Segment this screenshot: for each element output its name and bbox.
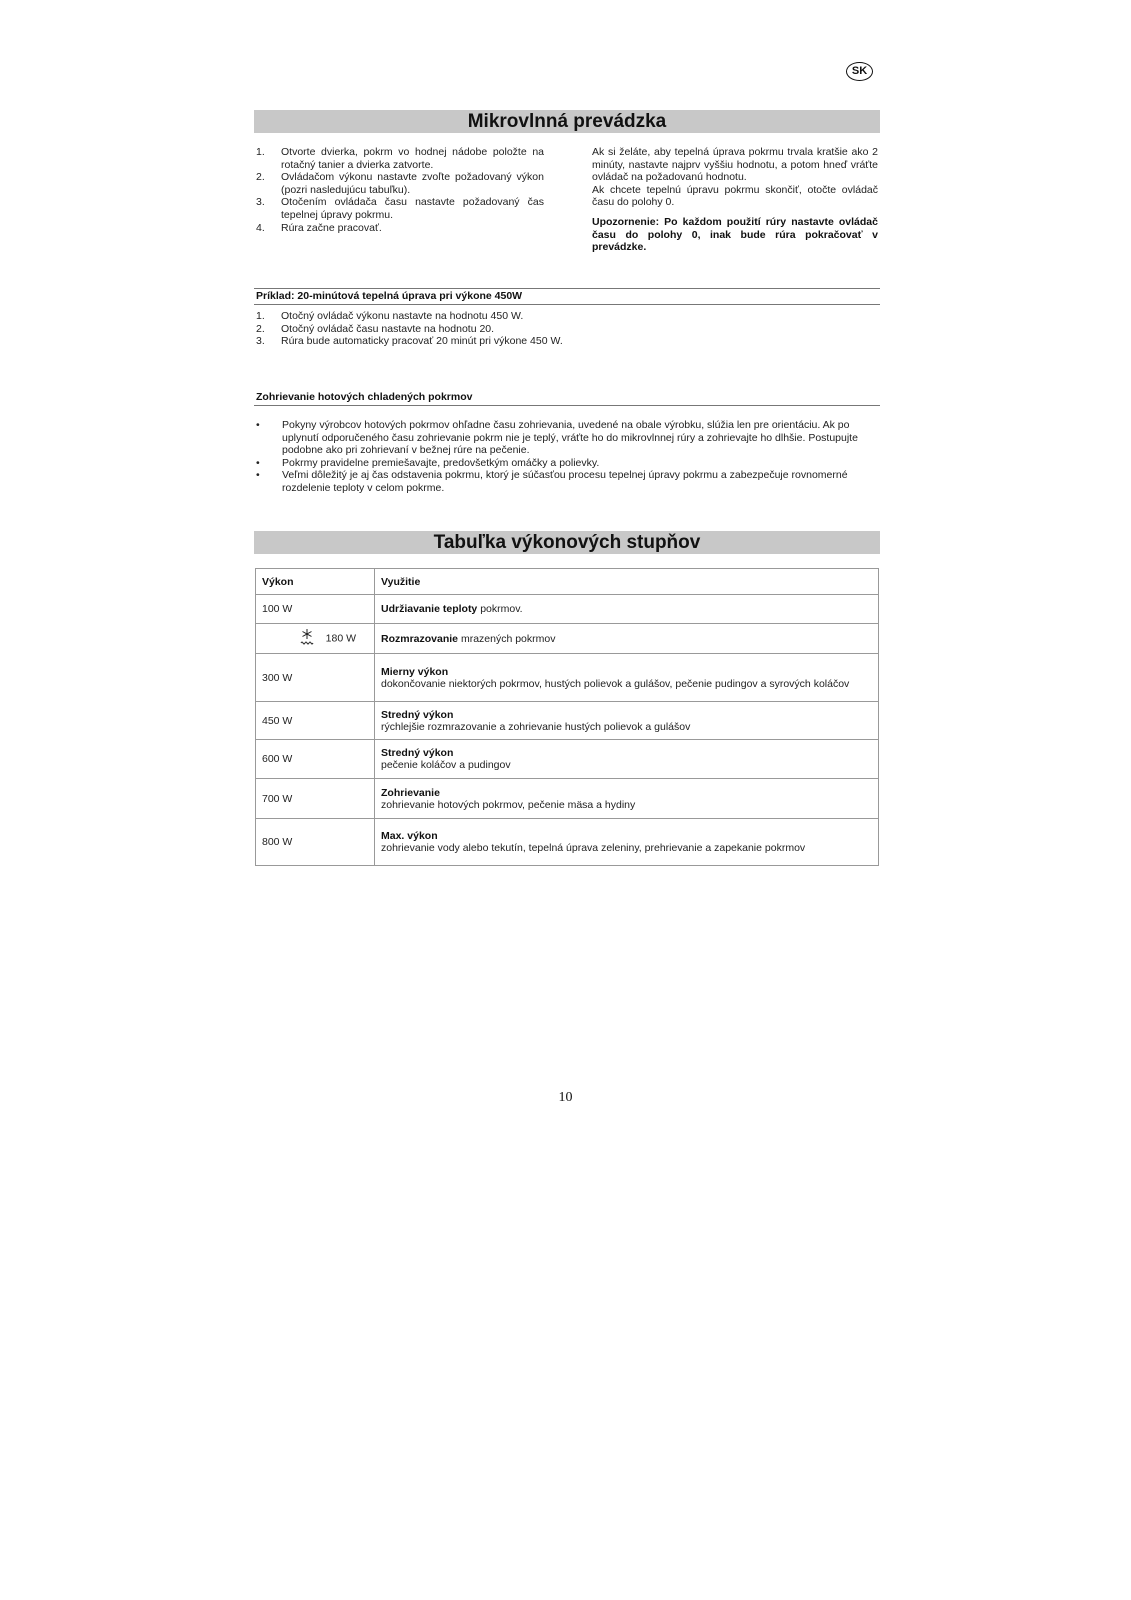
- example-heading: Príklad: 20-minútová tepelná úprava pri výkone 450W: [256, 290, 523, 302]
- table-row: [256, 624, 879, 654]
- use-cell: Stredný výkon pečenie koláčov a pudingov: [375, 740, 879, 779]
- table-row: [256, 740, 879, 779]
- operation-steps-list: [256, 146, 544, 234]
- column-header-power: Výkon: [256, 569, 375, 595]
- list-item: • Pokyny výrobcov hotových pokrmov ohľadne času zohrievania, uvedené na obale výrobku, slúžia len pre orientáciu. Ak po uplynutí odporučeného času zohrievanie pokrm nie je teplý, vráťte ho do mikrovlnnej rúry a zohrievajte ho dlhšie. Postupujte podobne ako pri zohrievaní v bežnej rúre na pečenie.: [256, 419, 858, 457]
- list-item: 3. Rúra bude automaticky pracovať 20 minút pri výkone 450 W.: [256, 335, 563, 348]
- use-cell: Max. výkon zohrievanie vody alebo tekutín, tepelná úprava zeleniny, prehrievanie a zapekanie pokrmov: [375, 819, 879, 866]
- table-row: [256, 819, 879, 866]
- reheat-heading: Zohrievanie hotových chladených pokrmov: [256, 391, 473, 403]
- operation-notes: [592, 146, 878, 254]
- use-cell: Mierny výkon dokončovanie niektorých pokrmov, hustých polievok a gulášov, pečenie pudingov a syrových koláčov: [375, 654, 879, 702]
- power-cell: 300 W: [256, 654, 375, 702]
- section-title-microwave-operation: Mikrovlnná prevádzka: [254, 110, 880, 133]
- power-cell: 600 W: [256, 740, 375, 779]
- table-row: [256, 595, 879, 624]
- warning-note: Upozornenie: Po každom použití rúry nastavte ovládač času do polohy 0, inak bude rúra pokračovať v prevádzke.: [592, 215, 878, 254]
- divider: [254, 288, 880, 289]
- power-cell: 700 W: [256, 779, 375, 819]
- use-cell: Zohrievanie zohrievanie hotových pokrmov, pečenie mäsa a hydiny: [375, 779, 879, 819]
- use-cell: Udržiavanie teploty pokrmov.: [375, 595, 879, 624]
- defrost-icon: [298, 628, 316, 649]
- use-cell: Rozmrazovanie mrazených pokrmov: [375, 624, 879, 654]
- use-cell: Stredný výkon rýchlejšie rozmrazovanie a zohrievanie hustých polievok a gulášov: [375, 702, 879, 740]
- power-levels-table: [255, 568, 879, 866]
- power-cell: 100 W: [256, 595, 375, 624]
- list-item: 1. Otočný ovládač výkonu nastavte na hodnotu 450 W.: [256, 310, 524, 322]
- section-title-power-table: Tabuľka výkonových stupňov: [254, 531, 880, 554]
- list-item: • Veľmi dôležitý je aj čas odstavenia pokrmu, ktorý je súčasťou procesu tepelnej úpravy pokrmu a zabezpečuje rovnomerné rozdelenie teploty v celom pokrme.: [256, 469, 848, 494]
- divider: [254, 405, 880, 406]
- table-header-row: [256, 569, 879, 595]
- list-item: 4. Rúra začne pracovať.: [256, 221, 382, 234]
- list-item: 2. Ovládačom výkonu nastavte zvoľte požadovaný výkon (pozri nasledujúcu tabuľku).: [256, 171, 544, 196]
- list-item: 1. Otvorte dvierka, pokrm vo hodnej nádobe položte na rotačný tanier a dvierka zatvorte.: [256, 146, 544, 171]
- divider: [254, 304, 880, 305]
- language-badge: SK: [846, 62, 873, 81]
- reheat-tips-list: [256, 419, 878, 495]
- power-cell: 450 W: [256, 702, 375, 740]
- table-row: [256, 654, 879, 702]
- table-row: [256, 779, 879, 819]
- stop-note: Ak chcete tepelnú úpravu pokrmu skončiť, otočte ovládač času do polohy 0.: [592, 183, 878, 209]
- table-row: [256, 702, 879, 740]
- column-header-use: Využitie: [375, 569, 879, 595]
- power-cell: 800 W: [256, 819, 375, 866]
- power-cell: 180 W: [256, 624, 375, 654]
- page-number: 10: [558, 1090, 573, 1105]
- short-time-note: Ak si želáte, aby tepelná úprava pokrmu trvala kratšie ako 2 minúty, nastavte najprv vyššiu hodnotu, a potom hneď vráťte ovládač na požadovanú hodnotu.: [592, 146, 878, 184]
- list-item: • Pokrmy pravidelne premiešavajte, predovšetkým omáčky a polievky.: [256, 456, 600, 469]
- example-steps-list: [256, 310, 876, 348]
- list-item: 2. Otočný ovládač času nastavte na hodnotu 20.: [256, 322, 495, 335]
- list-item: 3. Otočením ovládača času nastavte požadovaný čas tepelnej úpravy pokrmu.: [256, 196, 544, 221]
